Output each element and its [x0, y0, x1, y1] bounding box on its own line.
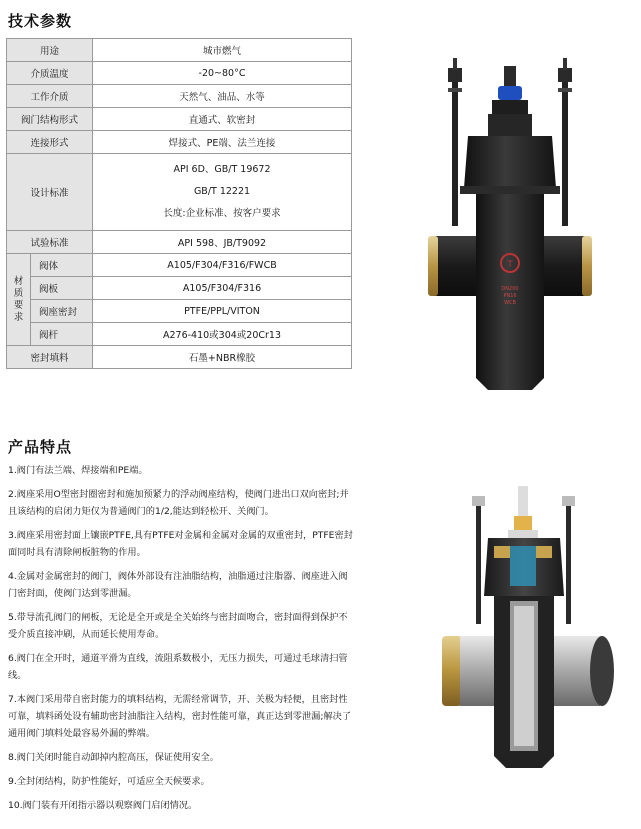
material-group-char: 要 [13, 299, 24, 311]
row-label: 密封填料 [7, 346, 93, 369]
table-row [7, 254, 352, 277]
row-value: -20~80°C [93, 62, 352, 85]
list-item: 5.带导流孔阀门的闸板，无论是全开或是全关始终与密封面吻合，密封面得到保护不受介质直接冲刷，从而延长使用寿命。 [8, 612, 348, 640]
row-value: A276-410或304或20Cr13 [93, 323, 352, 346]
list-item: 2.阀座采用O型密封圈密封和施加预紧力的浮动阀座结构，使阀门进出口双向密封;并且该结构的启闭力矩仅为普通阀门的1/2,能达到轻松开、关阀门。 [8, 489, 349, 517]
design-std-line: API 6D、GB/T 19672 [173, 164, 271, 175]
valve-cutaway-image [424, 486, 624, 790]
table-row [7, 277, 352, 300]
list-item: 1.阀门有法兰端、焊接端和PE端。 [8, 465, 148, 476]
row-label: 用途 [7, 39, 93, 62]
design-std-line: 长度:企业标准、按客户要求 [163, 208, 281, 219]
valve-mark: WCB [504, 300, 516, 306]
table-row [7, 108, 352, 131]
row-value: 天然气、油品、水等 [93, 85, 352, 108]
table-row [7, 85, 352, 108]
row-label: 连接形式 [7, 131, 93, 154]
valve-cutaway-illustration [424, 486, 624, 786]
valve-mark: PN16 [503, 293, 517, 299]
material-group-char: 求 [13, 311, 24, 323]
valve-exterior-illustration [420, 58, 600, 400]
row-value: 直通式、软密封 [93, 108, 352, 131]
spec-table [6, 38, 352, 369]
table-row [7, 323, 352, 346]
list-item: 8.阀门关闭时能自动卸掉内腔高压，保证使用安全。 [8, 752, 219, 763]
material-group-text [7, 276, 30, 324]
valve-image [420, 58, 600, 404]
row-label: 阀杆 [31, 323, 93, 346]
design-std-label: 设计标准 [7, 154, 93, 231]
list-item: 6.阀门在全开时，通道平滑为直线，流阻系数极小，无压力损失，可通过毛球清扫管线。 [8, 653, 348, 681]
row-value: A105/F304/F316/FWCB [93, 254, 352, 277]
row-label: 试验标准 [7, 231, 93, 254]
table-row [7, 62, 352, 85]
table-row [7, 231, 352, 254]
list-item: 10.阀门装有开闭指示器以观察阀门启闭情况。 [8, 800, 198, 811]
specs-title: 技术参数 [8, 12, 73, 30]
row-value: 焊接式、PE端、法兰连接 [93, 131, 352, 154]
row-label: 阀体 [31, 254, 93, 277]
row-label: 工作介质 [7, 85, 93, 108]
material-group-char: 质 [13, 287, 24, 299]
design-std-value [93, 154, 352, 231]
svg-text:T: T [507, 260, 513, 270]
features-title: 产品特点 [8, 438, 73, 456]
list-item: 4.金属对金属密封的阀门，阀体外部设有注油脂结构，油脂通过注脂器、阀座进入阀门密封面，使阀门达到零泄漏。 [8, 571, 348, 599]
material-group-char: 材 [13, 275, 24, 287]
list-item: 3.阀座采用密封面上镶嵌PTFE,具有PTFE对金属和金属对金属的双重密封，PTFE密封面同时具有清除闸板脏物的作用。 [8, 530, 353, 558]
design-std-line: GB/T 12221 [193, 186, 251, 197]
row-label: 阀座密封 [31, 300, 93, 323]
row-label: 阀门结构形式 [7, 108, 93, 131]
table-row [7, 154, 352, 231]
row-label: 介质温度 [7, 62, 93, 85]
table-row [7, 346, 352, 369]
list-item: 7.本阀门采用带自密封能力的填料结构，无需经常调节，开、关极为轻便，且密封性可靠，填料函处设有辅助密封油脂注入结构，密封性能可靠，真正达到零泄漏;解决了通用阀门填料处最容易外漏的弊端。 [8, 694, 352, 739]
table-row [7, 300, 352, 323]
list-item: 9.全封闭结构，防护性能好，可适应全天候要求。 [8, 776, 210, 787]
valve-mark: DN200 [501, 286, 519, 292]
row-value: 石墨+NBR橡胶 [93, 346, 352, 369]
features-list [8, 462, 353, 821]
material-group-label [7, 254, 31, 346]
table-row [7, 39, 352, 62]
row-value: A105/F304/F316 [93, 277, 352, 300]
table-row [7, 131, 352, 154]
row-value: API 598、JB/T9092 [93, 231, 352, 254]
row-value: PTFE/PPL/VITON [93, 300, 352, 323]
row-value: 城市燃气 [93, 39, 352, 62]
row-label: 阀板 [31, 277, 93, 300]
